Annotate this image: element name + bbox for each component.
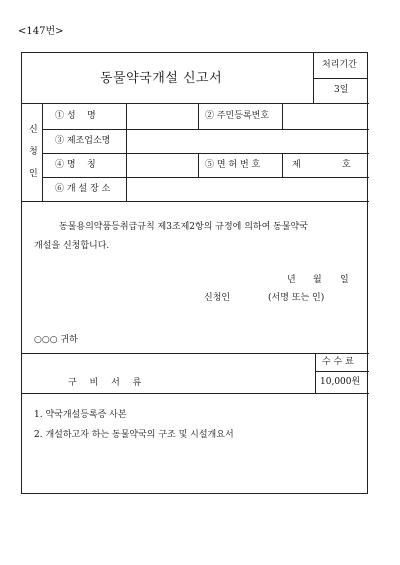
name-label: ① 성 명 — [55, 111, 96, 121]
statement-line-1: 동물용의약품등취급규칙 제3조제2항의 규정에 의하여 동물약국 — [59, 222, 308, 232]
form-number: <147번> — [18, 26, 64, 37]
document-item-2: 2. 개설하고자 하는 동물약국의 구조 및 시설개요서 — [34, 430, 234, 440]
fee-label: 수 수 료 — [322, 357, 354, 367]
opening-location-label: ⑥ 개 설 장 소 — [55, 184, 111, 194]
fee-value: 10,000원 — [320, 377, 361, 387]
signature-note: (서명 또는 인) — [268, 293, 325, 303]
license-number-suffix: 호 — [342, 160, 351, 170]
pharmacy-name-label: ④ 명 칭 — [55, 160, 96, 170]
applicant-side-label-1: 신 — [29, 125, 38, 135]
form-title: 동물약국개설 신고서 — [100, 71, 223, 86]
manufacturer-name-label: ③ 제조업소명 — [55, 136, 111, 146]
required-documents-label: 구 비 서 류 — [68, 378, 147, 388]
application-form — [21, 52, 368, 494]
applicant-signature-label: 신청인 — [204, 293, 231, 303]
applicant-side-label-2: 청 — [29, 147, 38, 157]
document-item-1: 1. 약국개설등록증 사본 — [34, 410, 127, 420]
applicant-side-label-3: 인 — [29, 169, 38, 179]
license-number-prefix: 제 — [292, 160, 301, 170]
license-number-label: ⑤ 면 허 번 호 — [205, 160, 261, 170]
date-day: 일 — [340, 275, 349, 285]
date-year: 년 — [287, 275, 296, 285]
date-month: 월 — [313, 275, 322, 285]
addressee: ○○○ 귀하 — [34, 335, 78, 345]
statement-line-2: 개설을 신청합니다. — [34, 241, 110, 251]
processing-period-label: 처리기간 — [322, 60, 357, 70]
processing-period-value: 3일 — [334, 85, 349, 95]
resident-number-label: ② 주민등록번호 — [205, 111, 270, 121]
